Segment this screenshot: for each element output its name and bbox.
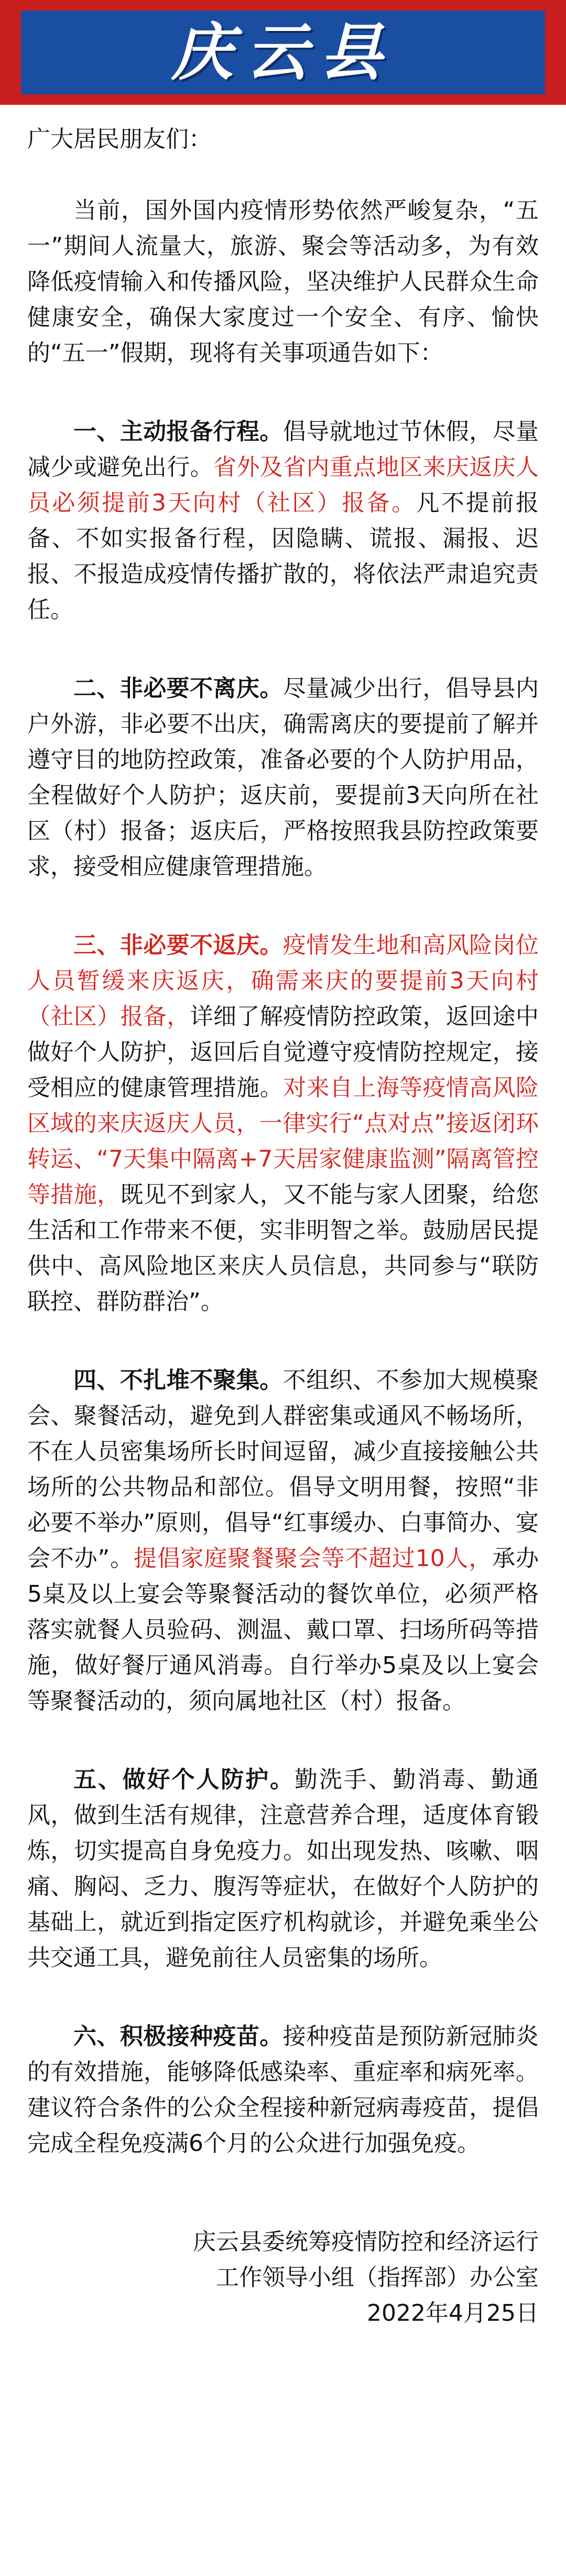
item-six-heading: 六、积极接种疫苗。 (73, 2023, 283, 2050)
intro-paragraph: 当前，国外国内疫情形势依然严峻复杂，“五一”期间人流量大，旅游、聚会等活动多，为有效降低疫情输入和传播风险，坚决维护人民群众生命健康安全，确保大家度过一个安全、有序、愉快的“五一”假期，现将有关事项通告如下： (27, 197, 539, 366)
item-four-text-b: 承办5桌及以上宴会等聚餐活动的餐饮单位，必须严格落实就餐人员验码、测温、戴口罩、扫场所码等措施，做好餐厅通风消毒。自行举办5桌及以上宴会等聚餐活动的，须向属地社区（村）报备。 (27, 1545, 539, 1714)
item-one (27, 414, 539, 628)
item-one-text-a: 倡导就地过节休假，尽量减少或避免出行。 (27, 418, 539, 481)
item-two-text: 尽量减少出行，倡导县内户外游，非必要不出庆，确需离庆的要提前了解并遵守目的地防控政策，准备必要的个人防护用品，全程做好个人防护；返庆前，要提前3天向所在社区（村）报备；返庆后，严格按照我县防控政策要求，接受相应健康管理措施。 (27, 675, 539, 880)
item-five-text: 勤洗手、勤消毒、勤通风，做到生活有规律，注意营养合理，适度体育锻炼，切实提高自身免疫力。如出现发热、咳嗽、咽痛、胸闷、乏力、腹泻等症状，在做好个人防护的基础上，就近到指定医疗机构就诊，并避免乘坐公共交通工具，避免前往人员密集的场所。 (27, 1766, 539, 1971)
item-four-heading: 四、不扎堆不聚集。 (73, 1367, 283, 1394)
item-three-text-red1: 疫情发生地和高风险岗位人员暂缓来庆返庆，确需来庆的要提前3天向村（社区）报备， (27, 932, 539, 1030)
item-four-text-red: 提倡家庭聚餐聚会等不超过10人， (133, 1545, 493, 1572)
item-four-text-a: 不组织、不参加大规模聚会、聚餐活动，避免到人群密集或通风不畅场所，不在人员密集场所长时间逗留，减少直接接触公共场所的公共物品和部位。倡导文明用餐，按照“非必要不举办”原则，倡导“红事缓办、白事简办、宴会不办”。 (27, 1367, 539, 1572)
header-banner (0, 0, 566, 105)
item-one-heading: 一、主动报备行程。 (73, 418, 283, 445)
item-four (27, 1363, 539, 1719)
item-five-heading: 五、做好个人防护。 (73, 1766, 295, 1793)
item-one-text-b: 凡不提前报备、不如实报备行程，因隐瞒、谎报、漏报、迟报、不报造成疫情传播扩散的，将依法严肃追究责任。 (27, 490, 539, 623)
item-three-heading: 三、非必要不返庆。 (73, 932, 283, 959)
issuer-line-2: 工作领导小组（指挥部）办公室 (216, 2264, 539, 2291)
signature-block (27, 2224, 539, 2331)
item-six (27, 2019, 539, 2161)
item-one-text-red: 省外及省内重点地区来庆返庆人员必须提前3天向村（社区）报备。 (27, 454, 539, 516)
item-three-text-red2: 对来自上海等疫情高风险区域的来庆返庆人员，一律实行“点对点”接返闭环转运、“7天集中隔离+7天居家健康监测”隔离管控等措施， (27, 1074, 539, 1208)
item-two-heading: 二、非必要不离庆。 (73, 675, 283, 702)
item-two (27, 671, 539, 885)
item-three-text-a: 详细了解疫情防控政策，返回途中做好个人防护，返回后自觉遵守疫情防控规定，接受相应的健康管理措施。 (27, 1003, 539, 1101)
banner-title: 庆云县 (171, 16, 395, 89)
greeting: 广大居民朋友们： (27, 126, 212, 153)
item-six-text: 接种疫苗是预防新冠肺炎的有效措施，能够降低感染率、重症率和病死率。建议符合条件的公众全程接种新冠病毒疫苗，提倡完成全程免疫满6个月的公众进行加强免疫。 (27, 2023, 539, 2157)
banner-title-box (21, 10, 545, 94)
item-three (27, 928, 539, 1320)
issue-date: 2022年4月25日 (367, 2300, 539, 2327)
issuer-line-1: 庆云县委统筹疫情防控和经济运行 (193, 2229, 539, 2255)
item-five (27, 1762, 539, 1976)
item-three-text-b: 既见不到家人，又不能与家人团聚，给您生活和工作带来不便，实非明智之举。鼓励居民提供中、高风险地区来庆人员信息，共同参与“联防联控、群防群治”。 (27, 1181, 539, 1315)
notice-body (27, 122, 539, 2331)
